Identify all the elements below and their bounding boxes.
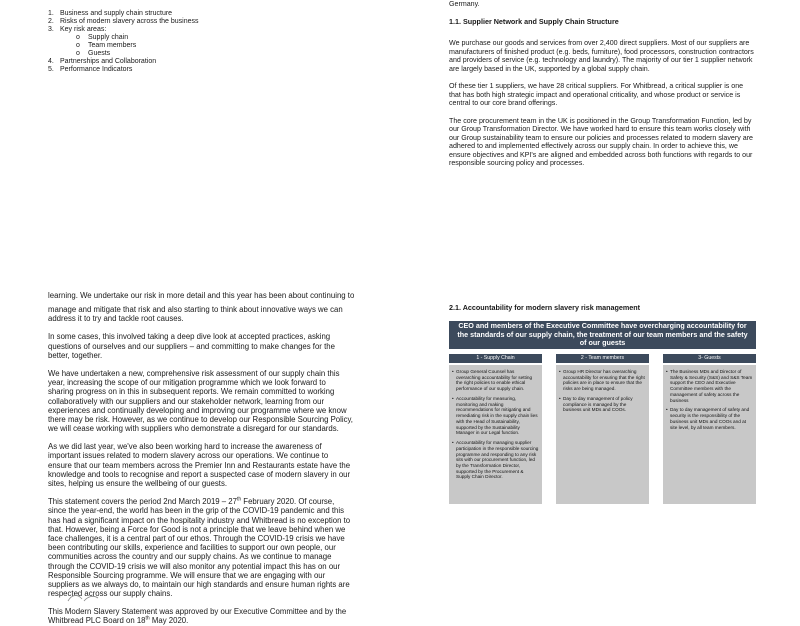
toc-item-1: 1. Business and supply chain structure [48, 10, 173, 17]
list-item: • Day to day management of safety and security is the responsibility of the business unit MDs and COOs and at site level, by all team members. [666, 407, 750, 430]
accountability-columns [449, 354, 756, 504]
toc-item-3: 3. Key risk areas: [48, 26, 107, 34]
signature-mark [58, 592, 118, 602]
cut-off-line: learning. We undertake our risk in more detail and this year has been about continuing to [48, 291, 355, 300]
section-heading-2-1: 2.1. Accountability for modern slavery risk management [449, 303, 641, 312]
list-item: • The Business MDs and Director of Safety & Security (S&S) and S&S Team support the CEO and Executive Committee members with the management of safety across the business [666, 369, 753, 403]
column-team-members [556, 354, 649, 504]
toc-subitem-supply-chain: o Supply chain [76, 34, 129, 42]
statement-page [48, 291, 355, 626]
column-body [556, 365, 649, 504]
list-item: • Group HR Director has overarching accountability for ensuring that the right policies are in place to ensure that the risks are being managed. [559, 369, 645, 392]
paragraph: As we did last year, we've also been working hard to increase the awareness of important issues related to modern slavery across our operations. We continue to ensure that our team members across the Premier Inn and Restaurants estate have the knowledge and tools to recognise and report a suspected case of modern slavery in our sites, helping us ensure the wellbeing of our guests. [48, 442, 351, 488]
list-item: • Accountability for managing supplier participation in the responsible sourcing programme and responding to any risk sits with our procurement function, led by the Transformation Director, supported by the Procurement & Supply Chain Director. [452, 440, 539, 480]
list-item: • Day to day management of policy compliance is managed by the business unit MDs and COOs. [559, 395, 633, 413]
column-header: 3- Guests [663, 354, 756, 363]
column-body [449, 365, 542, 504]
lead-text: Germany. [449, 0, 480, 8]
column-header: 2 - Team members [556, 354, 649, 363]
toc-item-2: 2. Risks of modern slavery across the business [48, 18, 199, 26]
toc-item-4: 4. Partnerships and Collaboration [48, 58, 157, 66]
paragraph: In some cases, this involved taking a deep dive look at accepted practices, asking questions of ourselves and our suppliers – and committing to make changes for the better, together. [48, 332, 335, 360]
column-supply-chain [449, 354, 542, 504]
approval-paragraph: This Modern Slavery Statement was approved by our Executive Committee and by the Whitbread PLC Board on 18th May 2020. [48, 607, 347, 626]
paragraph: manage and mitigate that risk and also starting to think about innovative ways we can address it to try and tackle root causes. [48, 305, 343, 324]
toc-item-5: 5. Performance Indicators [48, 66, 133, 74]
covid-paragraph: This statement covers the period 2nd March 2019 – 27th February 2020. Of course, since the year-end, the world has been in the grip of the COVID-19 pandemic and this has had a significant impact on the hospitality industry and Whitbread is no exception to that. However, being a Force for Good is not a principle that we leave behind when we face challenges, it is a central part of our ethos. Through the COVID-19 crisis we have been contributing our skills, experience and facilities to support our own people, our communities across the country and our supply chains. As we continue to manage through the COVID-19 crisis we will also monitor any potential impact this has on our Responsible Sourcing programme. We will ensure that we are engaging with our suppliers as we always do, to maintain our high standards and ensure human rights are respected across our supply chains. [48, 496, 351, 599]
accountability-page [449, 303, 756, 513]
paragraph: Of these tier 1 suppliers, we have 28 critical suppliers. For Whitbread, a critical supplier is one that has both high strategic impact and operational criticality, and whose product or service is central to our core brand offerings. [449, 82, 744, 108]
toc-subitem-team-members: o Team members [76, 42, 137, 50]
accountability-banner: CEO and members of the Executive Committee have overcharging accountability for the standards of our supply chain, the treatment of our team members and the safety of our guests [449, 321, 756, 349]
supplier-network-page [449, 0, 754, 170]
paragraph: We have undertaken a new, comprehensive risk assessment of our supply chain this year, increasing the scope of our mitigation programme which we look forward to sharing progress on in this in subsequent reports. We remain committed to working collaboratively with our suppliers and our stakeholder network, learning from our experiences and continually developing and improving our programme where we know there may be risk. However, as we continue to develop our Responsible Sourcing Policy, we will cease working with suppliers who demonstrate a disregard for our standards. [48, 368, 353, 434]
column-guests [663, 354, 756, 504]
paragraph: The core procurement team in the UK is positioned in the Group Transformation Function, led by our Group Transformation Director. We have worked hard to ensure this team works closely with our Group sustainability team to ensure our policies and processes related to modern slavery are adhered to and implemented effectively across our supply chain. In order to achieve this, we ensure objectives and KPI's are aligned and embedded across both functions with regards to our responsible sourcing policy and processes. [449, 116, 754, 168]
toc-page [48, 0, 360, 80]
column-header: 1 - Supply Chain [449, 354, 542, 363]
paragraph: We purchase our goods and services from over 2,400 direct suppliers. Most of our suppliers are manufacturers of finished product (e.g. beds, furniture), food processors, construction contractors and providers of service (e.g. technology and laundry). The majority of our tier 1 supplier network are largely based in the UK, supported by a global supply chain. [449, 39, 754, 73]
column-body [663, 365, 756, 504]
toc-subitem-guests: o Guests [76, 50, 111, 58]
section-heading-1-1: 1.1. Supplier Network and Supply Chain Structure [449, 16, 619, 26]
list-item: • Group General Counsel has overarching accountability for setting the right policies to enable ethical performance of our supply chain. [452, 369, 533, 392]
list-item: • Accountability for measuring, monitoring and making recommendations for mitigating and remediating risk in the supply chain lies with the Head of Sustainability, supported by the Sustainability Manager in our Legal function. [452, 395, 538, 436]
